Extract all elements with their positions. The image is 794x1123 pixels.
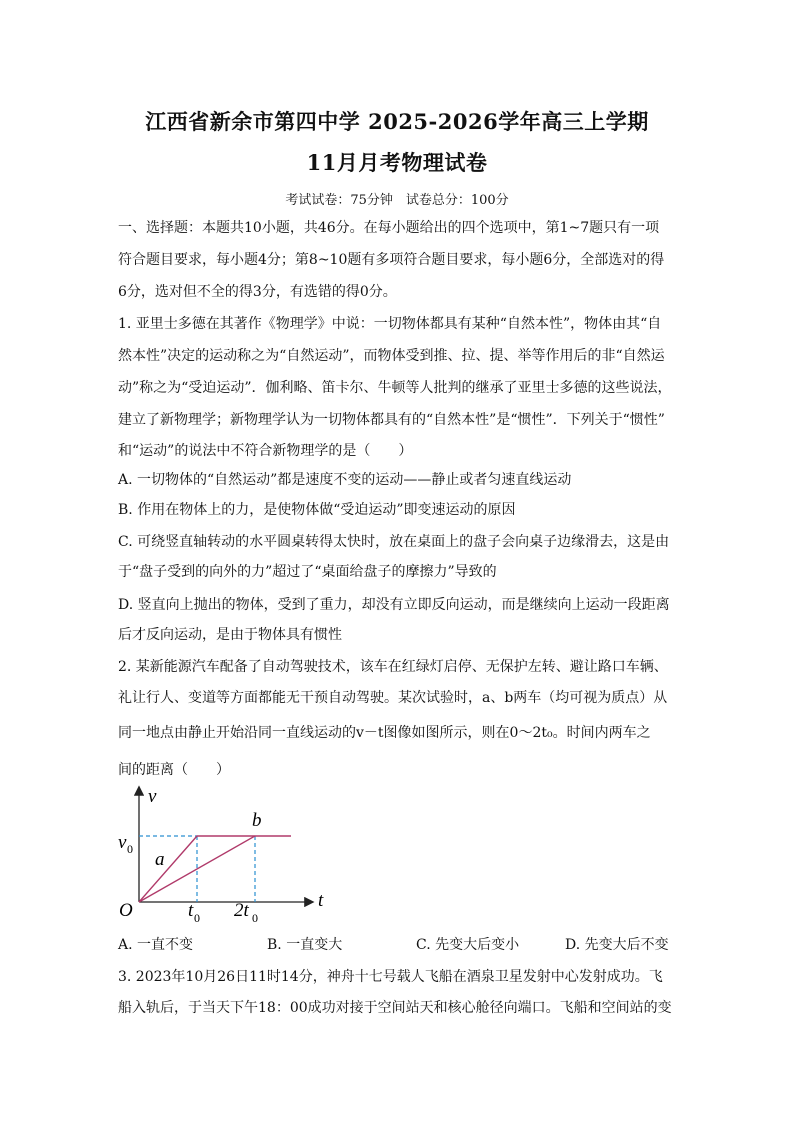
exam-title-line2: 11月月考物理试卷 (306, 150, 488, 175)
series-a-label: a (155, 849, 165, 870)
t0-label: t (188, 900, 194, 921)
section1-line: 一、选择题：本题共10小题，共46分。在每小题给出的四个选项中，第1~7题只有一项 (118, 220, 660, 236)
q1-stem-line: 建立了新物理学；新物理学认为一切物体都具有的“自然本性”是“惯性”．下列关于“惯性” (118, 412, 665, 428)
q1-option-d-line1: D. 竖直向上抛出的物体，受到了重力，却没有立即反向运动，而是继续向上运动一段距离 (118, 597, 670, 613)
exam-info: 考试试卷：75分钟 试卷总分：100分 (285, 193, 509, 208)
2t0-subscript: 0 (252, 911, 258, 925)
q3-stem-line: 船入轨后，于当天下午18：00成功对接于空间站天和核心舱径向端口。飞船和空间站的变 (118, 1000, 672, 1016)
q1-stem-line: 和“运动”的说法中不符合新物理学的是（ ） (118, 443, 413, 459)
v0-subscript: 0 (127, 842, 133, 856)
q2-stem-line: 同一地点由静止开始沿同一直线运动的v－t图像如图所示，则在0～2t₀。时间内两车之 (118, 725, 651, 741)
q2-stem-line: 间的距离（ ） (118, 762, 230, 778)
t0-subscript: 0 (194, 911, 200, 925)
q1-option-c-line1: C. 可绕竖直轴转动的水平圆桌转得太快时，放在桌面上的盘子会向桌子边缘滑去，这是由 (118, 534, 670, 550)
q1-option-a: A. 一切物体的“自然运动”都是速度不变的运动——静止或者匀速直线运动 (118, 472, 572, 488)
q2-option-b: B. 一直变大 (267, 937, 343, 953)
exam-title-line1: 江西省新余市第四中学 2025-2026学年高三上学期 (145, 109, 649, 134)
q1-option-b: B. 作用在物体上的力，是使物体做“受迫运动”即变速运动的原因 (118, 502, 516, 518)
section1-line: 符合题目要求，每小题4分；第8~10题有多项符合题目要求，每小题6分，全部选对的得 (118, 252, 665, 268)
q1-stem-line: 动”称之为“受迫运动”．伽利略、笛卡尔、牛顿等人批判的继承了亚里士多德的这些说法， (118, 380, 672, 396)
series-b-label: b (252, 810, 262, 831)
vt-graph (112, 782, 342, 927)
q1-option-d-line2: 后才反向运动，是由于物体具有惯性 (118, 627, 342, 643)
v-axis-label: v (148, 786, 157, 807)
q3-stem-line: 3. 2023年10月26日11时14分，神舟十七号载人飞船在酒泉卫星发射中心发射成功。飞 (118, 969, 663, 985)
section1-line: 6分，选对但不全的得3分，有选错的得0分。 (118, 284, 397, 300)
v0-label: v (118, 832, 127, 853)
2t0-label: 2t (234, 900, 249, 921)
q1-option-c-line2: 于“盘子受到的向外的力”超过了“桌面给盘子的摩擦力”导致的 (118, 564, 497, 580)
q1-stem-line: 1. 亚里士多德在其著作《物理学》中说：一切物体都具有某种“自然本性”，物体由其“自 (118, 316, 662, 332)
q1-stem-line: 然本性”决定的运动称之为“自然运动”，而物体受到推、拉、提、举等作用后的非“自然运 (118, 348, 665, 364)
t-axis-label: t (318, 890, 324, 911)
q2-stem-line: 礼让行人、变道等方面都能无干预自动驾驶。某次试验时，a、b两车（均可视为质点）从 (118, 690, 668, 706)
q2-option-d: D. 先变大后不变 (565, 937, 669, 953)
q2-stem-line: 2. 某新能源汽车配备了自动驾驶技术，该车在红绿灯启停、无保护左转、避让路口车辆、 (118, 659, 668, 675)
q2-option-a: A. 一直不变 (118, 937, 194, 953)
origin-label: O (119, 900, 133, 921)
q2-option-c: C. 先变大后变小 (416, 937, 520, 953)
